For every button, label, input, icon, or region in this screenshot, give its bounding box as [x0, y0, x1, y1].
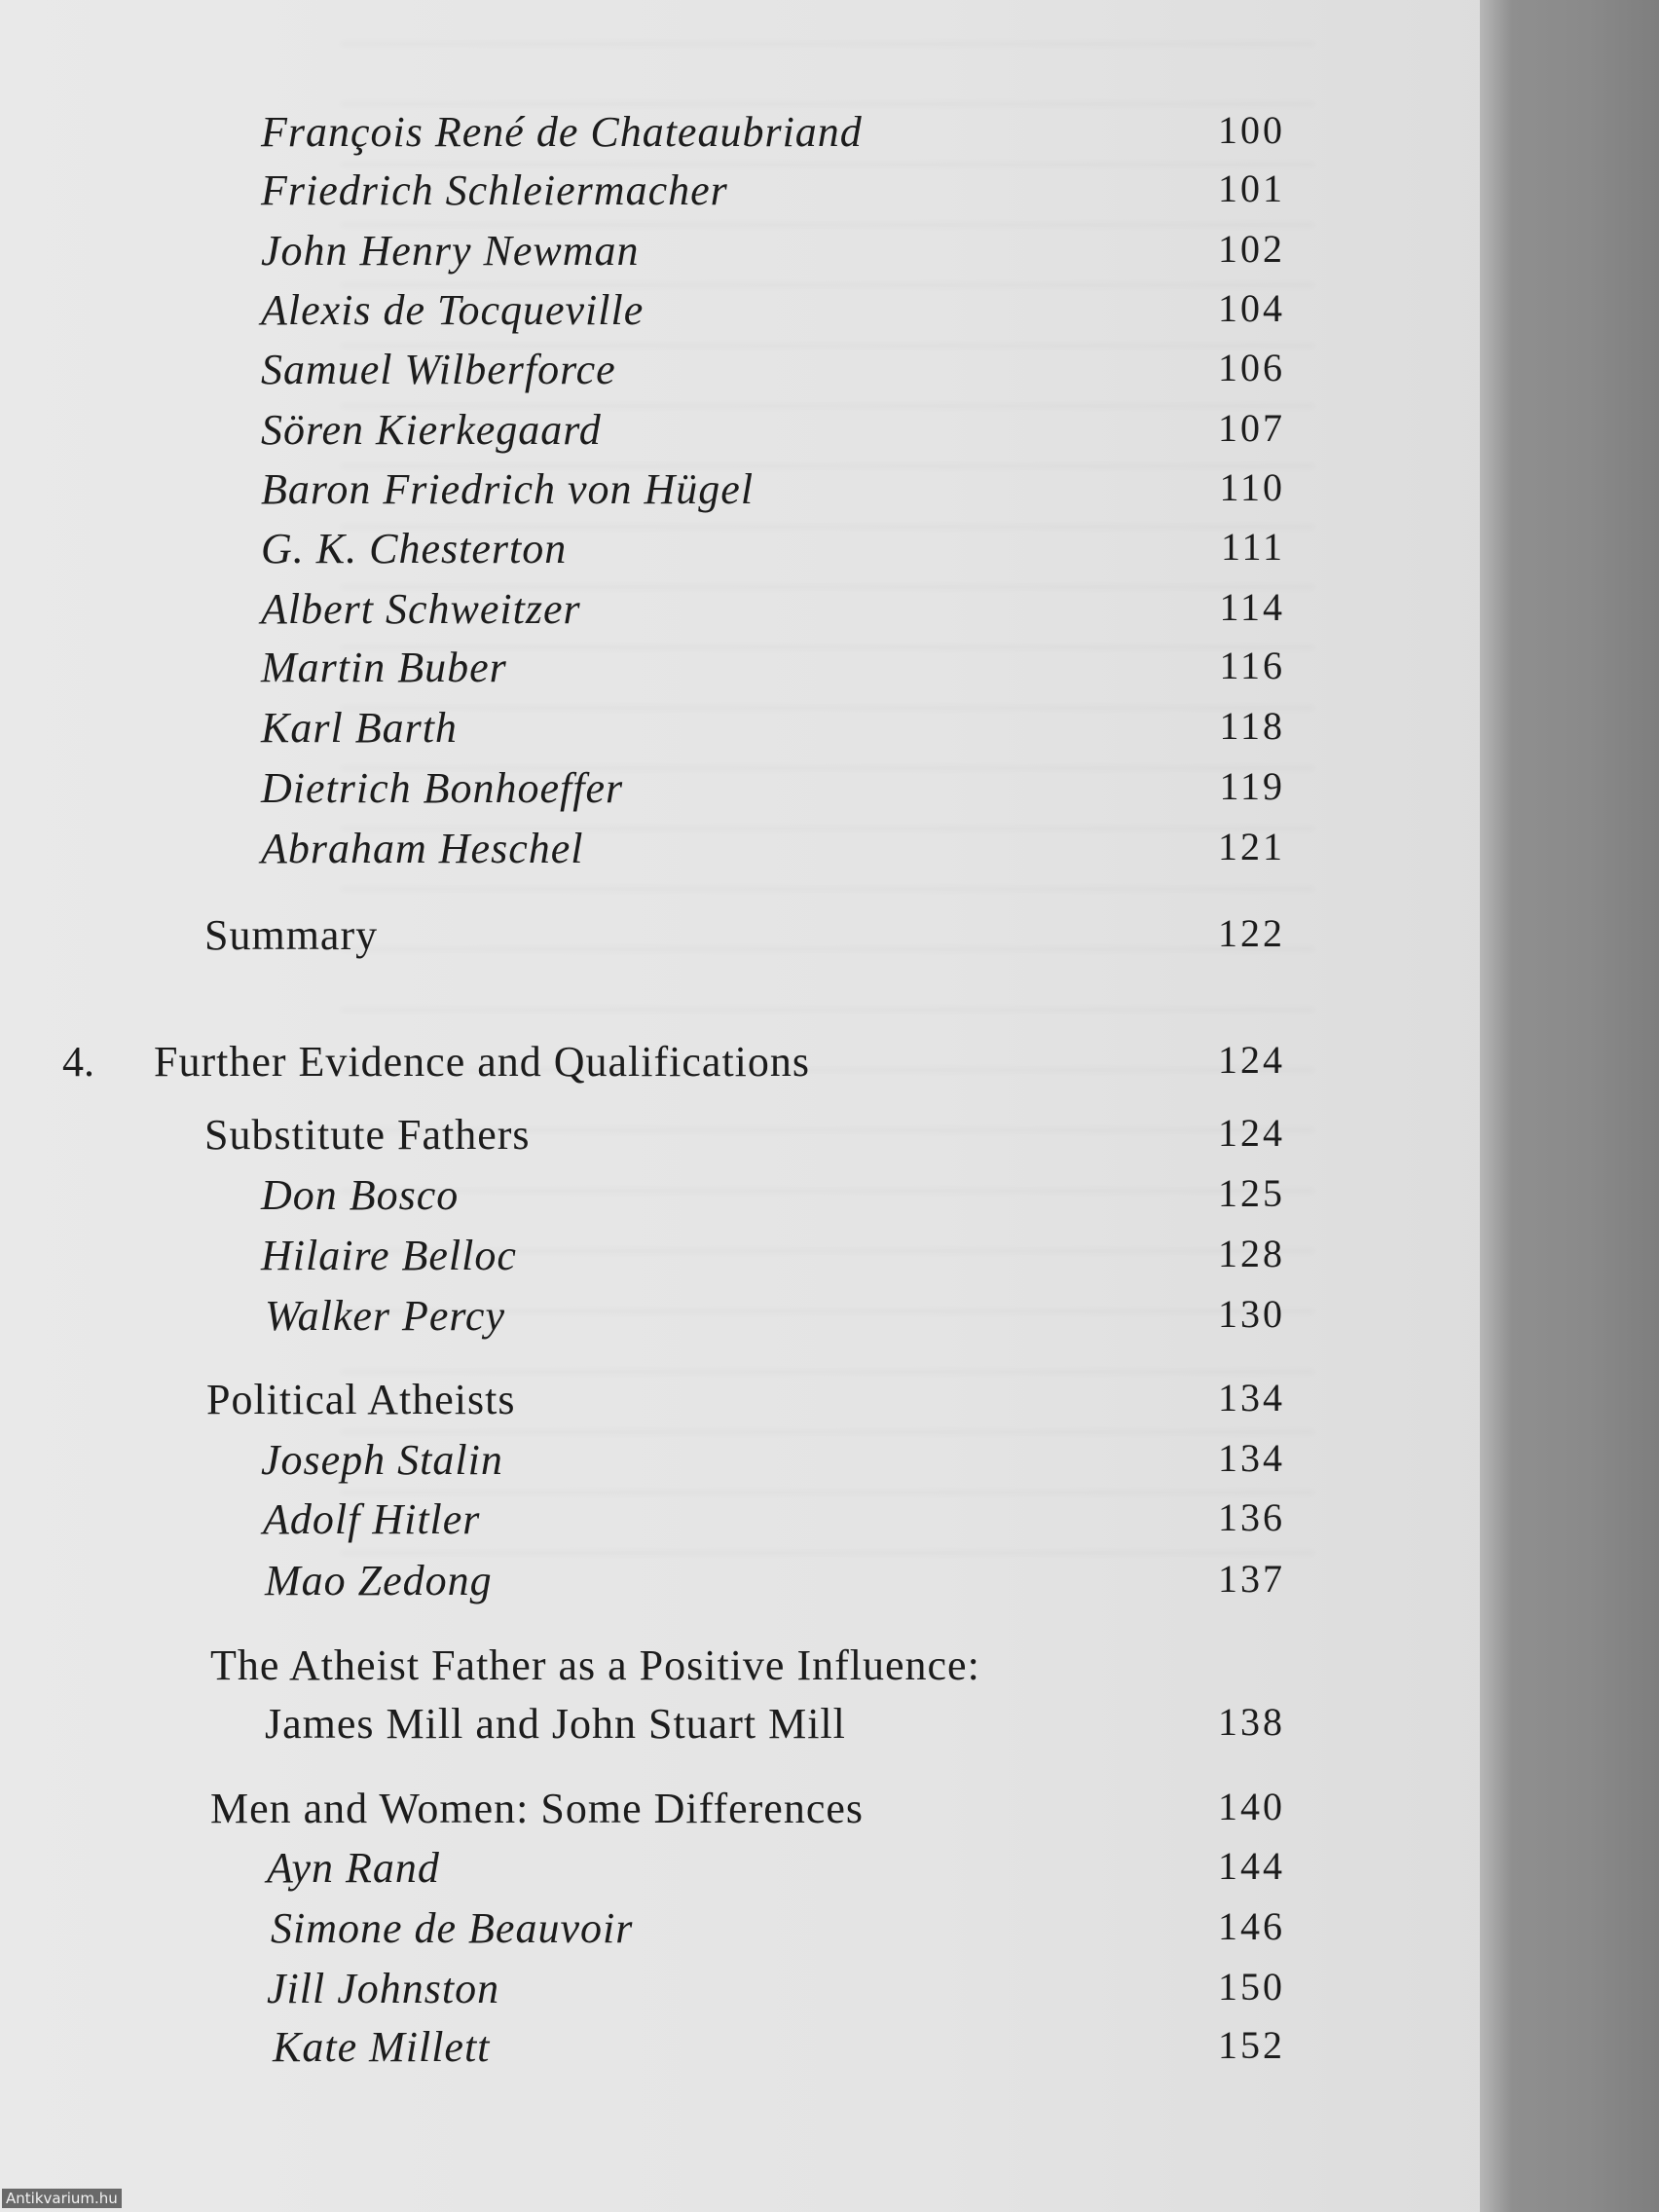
toc-entry [0, 2022, 1285, 2081]
entry-title: Adolf Hitler [263, 1495, 481, 1543]
entry-title: François René de Chateaubriand [261, 108, 863, 156]
entry-page-number: 134 [1218, 1436, 1285, 1480]
entry-title: Simone de Beauvoir [271, 1904, 634, 1952]
entry-title: Mao Zedong [265, 1557, 493, 1604]
toc-section-entry [0, 1699, 1285, 1757]
entry-page-number: 114 [1219, 585, 1285, 629]
toc-entry [0, 405, 1285, 463]
section-title: The Atheist Father as a Positive Influence: [210, 1641, 980, 1689]
entry-page-number: 111 [1220, 525, 1285, 569]
toc-entry [0, 1435, 1285, 1493]
section-title: Substitute Fathers [204, 1111, 531, 1159]
toc-section-entry [0, 1375, 1285, 1433]
page-edge-shadow [1480, 0, 1659, 2212]
entry-page-number: 138 [1218, 1700, 1285, 1744]
toc-section-entry [0, 1110, 1285, 1168]
watermark: Antikvarium.hu [2, 2189, 122, 2208]
toc-section-entry [0, 1784, 1285, 1842]
toc-entry [0, 1170, 1285, 1229]
entry-page-number: 144 [1218, 1844, 1285, 1888]
toc-chapter-entry [0, 1037, 1285, 1095]
toc-section-entry [0, 1641, 1285, 1699]
entry-page-number: 140 [1218, 1785, 1285, 1828]
toc-entry [0, 703, 1285, 761]
entry-page-number: 128 [1218, 1232, 1285, 1275]
toc-entry [0, 464, 1285, 523]
toc-entry [0, 763, 1285, 822]
entry-title: Ayn Rand [267, 1844, 440, 1892]
toc-entry [0, 643, 1285, 701]
entry-title: Hilaire Belloc [261, 1232, 517, 1279]
chapter-number: 4. [62, 1038, 94, 1086]
entry-page-number: 124 [1218, 1111, 1285, 1155]
entry-title: Samuel Wilberforce [261, 346, 616, 393]
entry-page-number: 106 [1218, 346, 1285, 389]
entry-title: Karl Barth [261, 704, 458, 752]
entry-title: John Henry Newman [261, 227, 640, 275]
entry-page-number: 150 [1218, 1965, 1285, 2009]
entry-page-number: 100 [1218, 108, 1285, 152]
entry-page-number: 110 [1219, 465, 1285, 509]
chapter-title: Further Evidence and Qualifications [154, 1038, 811, 1086]
toc-entry [0, 285, 1285, 344]
toc-entry [0, 1903, 1285, 1962]
entry-page-number: 124 [1218, 1038, 1285, 1082]
toc-entry [0, 524, 1285, 582]
section-title: Men and Women: Some Differences [210, 1785, 864, 1832]
entry-title: Walker Percy [265, 1292, 505, 1340]
entry-title: Sören Kierkegaard [261, 406, 602, 454]
entry-title: Jill Johnston [267, 1965, 500, 2012]
entry-page-number: 101 [1218, 166, 1285, 210]
entry-title: Joseph Stalin [261, 1436, 503, 1484]
entry-page-number: 102 [1218, 227, 1285, 271]
toc-entry [0, 1843, 1285, 1901]
toc-entry [0, 1231, 1285, 1289]
entry-page-number: 125 [1218, 1171, 1285, 1215]
section-title-continued: James Mill and John Stuart Mill [265, 1700, 846, 1748]
toc-entry [0, 226, 1285, 284]
entry-title: Martin Buber [261, 644, 507, 691]
entry-title: Baron Friedrich von Hügel [261, 465, 755, 513]
toc-entry [0, 166, 1285, 224]
entry-title: Dietrich Bonhoeffer [261, 764, 624, 812]
entry-page-number: 152 [1218, 2023, 1285, 2067]
entry-page-number: 136 [1218, 1495, 1285, 1539]
toc-entry [0, 584, 1285, 643]
entry-page-number: 146 [1218, 1904, 1285, 1948]
entry-page-number: 121 [1218, 825, 1285, 868]
entry-page-number: 118 [1219, 704, 1285, 748]
toc-entry [0, 1964, 1285, 2022]
toc-entry [0, 107, 1285, 166]
entry-title: Kate Millett [273, 2023, 491, 2071]
entry-page-number: 130 [1218, 1292, 1285, 1336]
entry-page-number: 137 [1218, 1557, 1285, 1601]
entry-page-number: 104 [1218, 286, 1285, 330]
entry-title: Don Bosco [261, 1171, 460, 1219]
entry-title: Albert Schweitzer [261, 585, 581, 633]
entry-page-number: 116 [1219, 644, 1285, 687]
section-title: Summary [204, 911, 379, 959]
entry-title: Abraham Heschel [261, 825, 584, 872]
entry-page-number: 122 [1218, 911, 1285, 955]
toc-entry [0, 1556, 1285, 1614]
toc-entry [0, 824, 1285, 882]
section-title: Political Atheists [206, 1376, 516, 1423]
entry-page-number: 119 [1219, 764, 1285, 808]
entry-title: G. K. Chesterton [261, 525, 568, 572]
toc-entry [0, 345, 1285, 403]
entry-page-number: 107 [1218, 406, 1285, 450]
entry-title: Alexis de Tocqueville [261, 286, 645, 334]
toc-entry [0, 1494, 1285, 1553]
entry-page-number: 134 [1218, 1376, 1285, 1419]
toc-entry [0, 1291, 1285, 1349]
toc-section-entry [0, 910, 1285, 969]
entry-title: Friedrich Schleiermacher [261, 166, 728, 214]
